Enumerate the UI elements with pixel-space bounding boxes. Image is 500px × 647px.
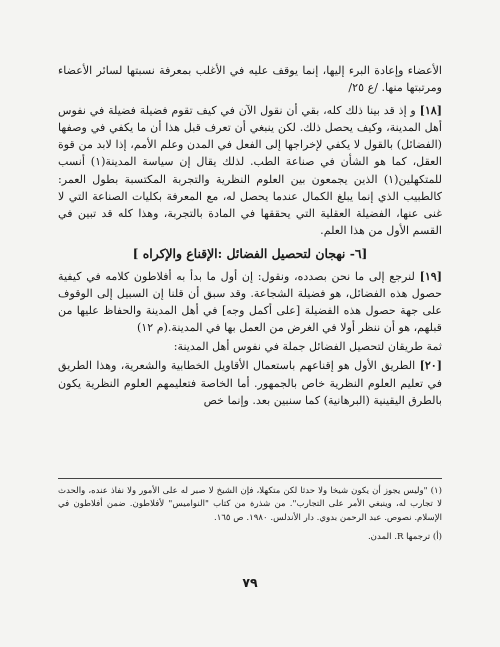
section-heading: [٦- نهجان لتحصيل الفضائل :الإقناع والإكراه ] (132, 245, 368, 261)
paragraph-20 (58, 357, 442, 408)
paragraph-text: الطريق الأول هو إقناعهم باستعمال الأقاويل الخطابية والشعرية، وهذا الطريق في تعليم العلوم النظرية خاص بالجمهور. أما الخاصة فتعليمهم العلوم النظرية يكون بالطرق اليقينية (البرهانية) كما سنبين بعد. وإنما خص (58, 359, 442, 407)
paragraph-number: [٢٠] (419, 359, 442, 373)
paragraph-18 (58, 102, 442, 239)
page-number: ٧٩ (242, 575, 258, 590)
two-ways-line: ثمة طريقان لتحصيل الفضائل جملة في نفوس أهل المدينة: (173, 340, 442, 354)
page-body (58, 62, 442, 411)
footnote: (١) "وليس يجوز أن يكون شيخا ولا حدثا لكن متكهلا، فإن الشيخ لا صبر له على الأمور ولا نفاذ عنده، والحدث لا تجارب له، وينبغي الأمر على التجارب". من شذرة من كتاب "النواميس" لأفلاطون. ضمن أفلاطون في الإسلام. نصوص. عبد الرحمن بدوي. دار الأندلس. ١٩٨٠. ص ١٦٥. (58, 486, 442, 523)
intro-paragraph: الأعضاء وإعادة البرء إليها، إنما يوقف عليه في الأغلب بمعرفة نسبتها لسائر الأعضاء ومرتبتها منها. /ع ٢٥/ (58, 64, 442, 95)
paragraph-text: و إذ قد بينا ذلك كله، بقي أن نقول الآن في كيف تقوم فضيلة فضيلة في نفوس أهل المدينة، وكيف يحصل ذلك. لكن ينبغي أن تعرف قبل هذا أن ما يكفي في وصفها (الفضائل) بالقول لا يكفي لإخراجها إلى الفعل في المدن وعلم الأمم، إذا لابد من قوة العقل، كما هو الشأن في صناعة الطب. لذلك يقال إن سياسة المدينة(١) أنسب للمتكهلين(١) الذين يجمعون بين العلوم النظرية والتجربة المكتسبة بطول العمر: كالطبيب الذي إنما يبلغ الكمال عندما يحصل له، مع المعرفة بكليات الصناعة التي لا غنى عنها، الفضيلة العقلية التي يحققها في المادة بالتجربة، وهذا كله قد تبين في القسم الأول من هذا العلم. (58, 104, 442, 237)
footnotes (58, 478, 442, 551)
paragraph-number: [١٨] (419, 104, 442, 118)
footnote: (أ) ترجمها R. المدن. (367, 532, 442, 543)
paragraph-19 (58, 268, 442, 336)
paragraph-text: لنرجع إلى ما نحن بصدده، ونقول: إن أول ما بدأ به أفلاطون كلامه في كيفية حصول هذه الفضائل، هو فضيلة الشجاعة. وقد سبق أن قلنا إن السبيل إلى الوقوف على جهة حصول هذه الفضيلة [على أكمل وجه] في أهل المدينة والحفاظ عليها من قبلهم، هو أن ننظر أولا في الغرض من العمل بها في المدينة.(م ١٢) (58, 269, 442, 335)
paragraph-number: [١٩] (419, 269, 443, 283)
